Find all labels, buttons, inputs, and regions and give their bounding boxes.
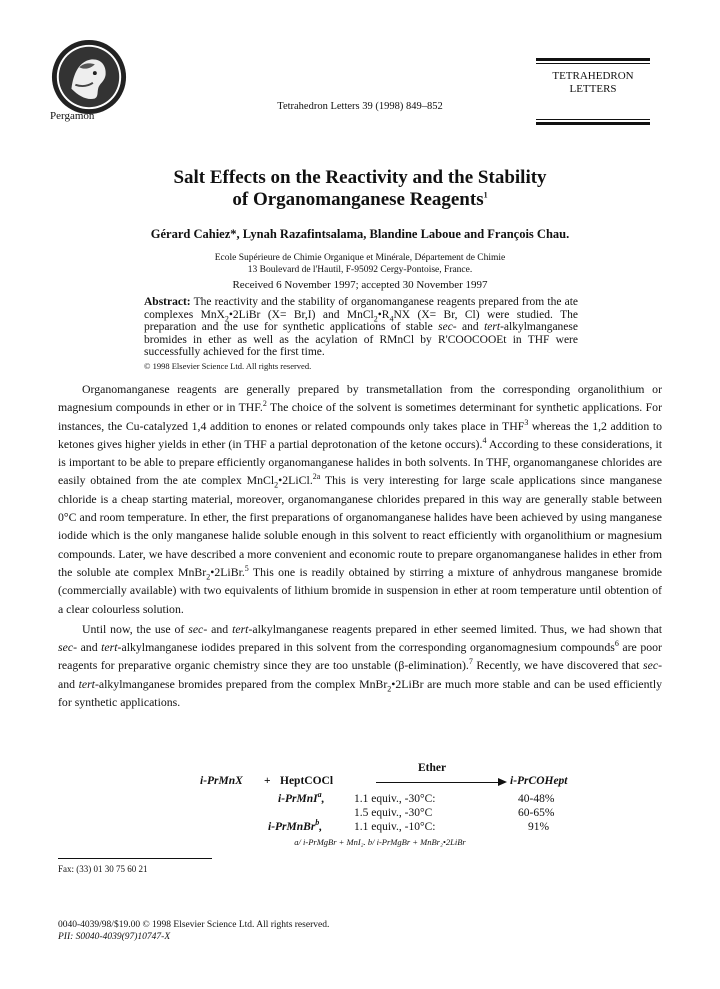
scheme-footnote: a/ i-PrMgBr + MnI₂. b/ i-PrMgBr + MnBr₂•2LiBr [294, 837, 466, 847]
scheme-row2-yield: 60-65% [518, 807, 555, 819]
masthead-rule [536, 63, 650, 64]
abstract-copyright: © 1998 Elsevier Science Ltd. All rights reserved. [144, 361, 312, 371]
scheme-condition: Ether [418, 762, 447, 774]
pii: PII: S0040-4039(97)10747-X [58, 932, 171, 942]
affiliation-line1: Ecole Supérieure de Chimie Organique et Minérale, Département de Chimie [214, 253, 506, 263]
reaction-arrow [376, 782, 504, 783]
fax-number: Fax: (33) 01 30 75 60 21 [58, 864, 148, 874]
abstract-label: Abstract: [144, 296, 191, 308]
affiliation [120, 253, 600, 276]
affiliation-line2: 13 Boulevard de l'Hautil, F-95092 Cergy-Pontoise, France. [247, 264, 473, 275]
masthead-rule [536, 122, 650, 125]
footnote-divider [58, 858, 212, 859]
title-line2-text: of Organomanganese Reagents [232, 189, 484, 210]
journal-name [536, 70, 650, 96]
scheme-reactant1: i-PrMnX [200, 775, 243, 787]
row1-reagent-text: i-PrMnI [278, 793, 318, 805]
scheme-row1-reagent: i-PrMnI$^a$, [278, 790, 325, 805]
issn-copyright: 0040-4039/98/$19.00 © 1998 Elsevier Science Ltd. All rights reserved. [58, 920, 330, 930]
publisher-name: Pergamon [50, 110, 95, 122]
row1-reagent-sup: a [317, 790, 322, 800]
body-paragraph: Until now, the use of sec- and tert-alkylmanganese reagents prepared in ether seemed limited. Thus, we had shown that sec- and tert-alkylmanganese iodides prepared in this solvent from the corresponding organomagnesium compounds$^6$ are poor reagents for preparative organic chemistry since they are too unstable (β-elimination).$^7$ Recently, we have discovered that sec- and tert-alkylmanganese bromides prepared from the complex MnBr$_2$•2LiBr are much more stable and can be used efficiently for synthetic applications. [58, 621, 663, 710]
scheme-row1-condition: 1.1 equiv., -30°C: [354, 793, 436, 805]
scheme-product: i-PrCOHept [510, 775, 568, 787]
title-line2 [80, 189, 640, 211]
title-line1: Salt Effects on the Reactivity and the Stability [173, 167, 547, 188]
reaction-arrow-head [498, 778, 507, 786]
journal-name-line2: LETTERS [569, 83, 617, 95]
pergamon-logo-icon [50, 38, 128, 116]
masthead-bottom-rules [536, 119, 650, 125]
row3-reagent-sup: b [315, 818, 320, 828]
scheme-row3-condition: 1.1 equiv., -10°C: [354, 821, 436, 833]
author-list: Gérard Cahiez*, Lynah Razafintsalama, Blandine Laboue and François Chau. [150, 227, 570, 241]
abstract: Abstract: The reactivity and the stability of organomanganese reagents prepared from the ate complexes MnX$_2$•2LiBr (X= Br,I) and $MnCl_2•R_4NX$ (X= Br, Cl) were studied. The preparation and the use for synthetic applications of stable sec- and tert-alkylmanganese bromides in ether as well as the acylation of RMnCl by R'COOCOOEt in THF were successfully achieved for the first time. [144, 296, 578, 359]
scheme-reactant2: HeptCOCl [280, 775, 334, 787]
body-paragraph: Organomanganese reagents are generally prepared by transmetallation from the corresponding organolithium or magnesium compounds in ether or in THF.$^2$ The choice of the solvent is sometimes determinant for synthetic applications. For instances, the Cu-catalyzed 1,4 addition to enones or related compounds only takes place in THF$^3$ whereas the 1,2 addition to ketones gives higher yields in ether (in THF a partial deprotonation of the ketone occurs).$^4$ According to these considerations, it is important to be able to prepare efficiently organomanganese halides in both solvents. In THF, organomanganese chlorides are easily obtained from the ate complex MnCl$_2$•2LiCl.$^{2a}$ This is very interesting for large scale applications since manganese chloride is a cheap starting material, moreover, organomanganese chlorides prepared in this way are generally stable between 0°C and room temperature. In ether, the first preparations of organomanganese halides have been achieved by using manganese iodide which is the only manganese halide soluble enough in this solvent to react efficiently with organolithium or magnesium compounds. Later, we have described a more convenient and economic route to prepare organomanganese halides in ether from the soluble ate complex MnBr$_2$•2LiBr.$^5$ This one is readily obtained by stirring a mixture of anhydrous manganese bromide (commercially available) with two equivalents of lithium bromide in suspension in ether at room temperature until obtention of a clear colourless solution. [58, 382, 663, 616]
page-footer [58, 919, 329, 943]
title-footnote-marker: 1 [483, 190, 488, 200]
scheme-row1-yield: 40-48% [518, 793, 555, 805]
scheme-row2-condition: 1.5 equiv., -30°C [354, 807, 433, 819]
journal-masthead [536, 58, 650, 104]
journal-reference: Tetrahedron Letters 39 (1998) 849–852 [277, 101, 443, 112]
scheme-plus: + [264, 775, 271, 787]
scheme-row3-reagent: i-PrMnBr$^b$, [268, 818, 323, 833]
received-dates: Received 6 November 1997; accepted 30 November 1997 [232, 279, 488, 291]
journal-name-line1: TETRAHEDRON [552, 70, 634, 82]
scheme-row3-yield: 91% [528, 821, 550, 833]
row3-reagent-text: i-PrMnBr [268, 821, 316, 833]
article-body [58, 380, 662, 711]
article-title [80, 167, 640, 211]
